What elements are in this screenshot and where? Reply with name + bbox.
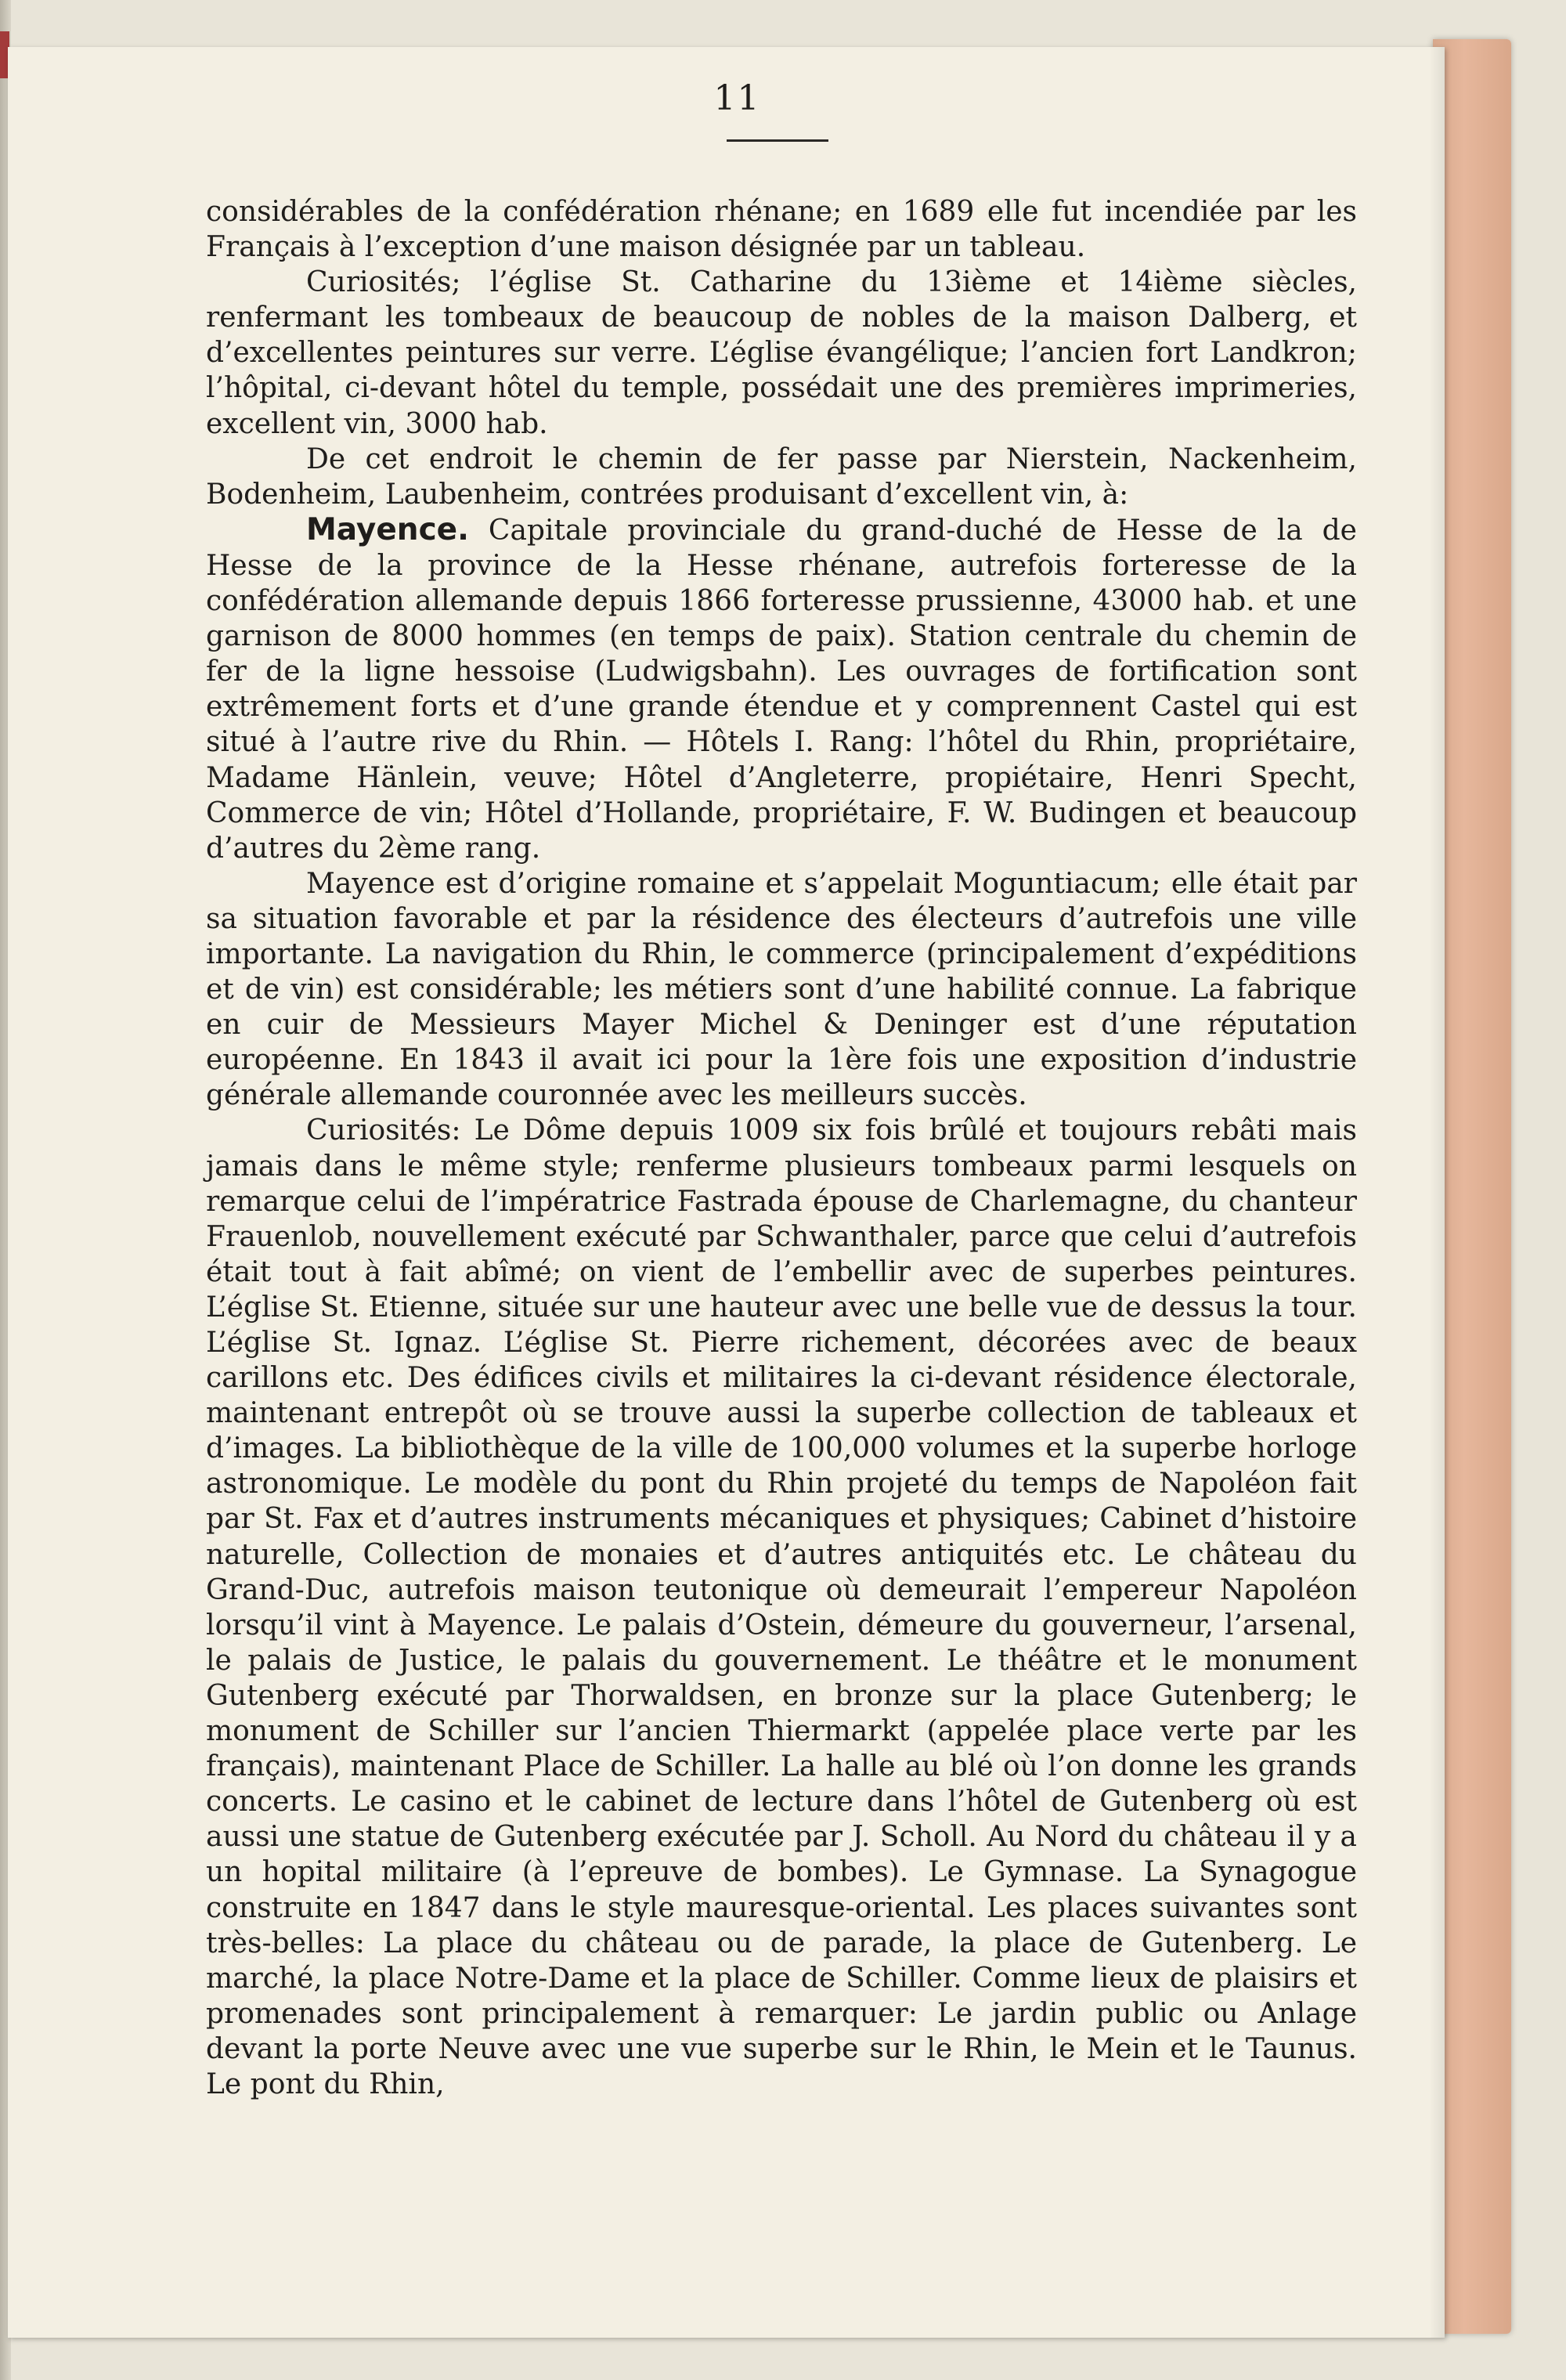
paragraph-mayence-text: Capitale provinciale du grand-duché de Hesse de la de Hesse de la province de la Hesse rhénane, autrefois forteresse de la confédération allemande depuis 1866 forteresse prussienne, 43000 hab. et une garnison de 8000 hommes (en temps de paix). Station centrale du chemin de fer de la ligne hessoise (Ludwigsbahn). Les ouvrages de fortification sont extrêmement forts et d’une grande étendue et y comprennent Castel qui est situé à l’autre rive du Rhin. — Hôtels I. Rang: l’hôtel du Rhin, propriétaire, Madame Hänlein, veuve; Hôtel d’Angleterre, propiétaire, Henri Specht, Commerce de vin; Hôtel d’Hollande, propriétaire, F. W. Budingen et beaucoup d’autres du 2ème rang.	[206, 514, 1357, 865]
page-text-body	[206, 194, 1357, 2102]
paragraph-mayence-intro	[206, 512, 1357, 866]
page-number: 11	[713, 78, 761, 118]
paragraph-railway-route: De cet endroit le chemin de fer passe par Nierstein, Nackenheim, Bodenheim, Laubenheim, contrées produisant d’excellent vin, à:	[206, 442, 1357, 511]
book-page	[8, 47, 1445, 2338]
paragraph-continuation: considérables de la confédération rhénane; en 1689 elle fut incendiée par les Français à l’exception d’une maison désignée par un tableau.	[206, 196, 1357, 264]
paragraph-mayence-history: Mayence est d’origine romaine et s’appelait Moguntiacum; elle était par sa situation favorable et par la résidence des électeurs d’autrefois une ville importante. La navigation du Rhin, le commerce (principalement d’expéditions et de vin) est considérable; les métiers sont d’une habilité connue. La fabrique en cuir de Messieurs Mayer Michel & Deninger est d’une réputation européenne. En 1843 il avait ici pour la 1ère fois une exposition d’industrie générale allemande couronnée avec les meilleurs succès.	[206, 867, 1357, 1112]
paragraph-mayence-curiosites: Curiosités: Le Dôme depuis 1009 six fois brûlé et toujours rebâti mais jamais dans le même style; renferme plusieurs tombeaux parmi lesquels on remarque celui de l’impératrice Fastrada épouse de Charlemagne, du chanteur Frauenlob, nouvellement exécuté par Schwanthaler, parce que celui d’autrefois était tout à fait abîmé; on vient de l’embellir avec de superbes peintures. L’église St. Etienne, située sur une hauteur avec une belle vue de dessus la tour. L’église St. Ignaz. L’église St. Pierre richement, décorées avec de beaux carillons etc. Des édifices civils et militaires la ci-devant résidence électorale, maintenant entrepôt où se trouve aussi la superbe collection de tableaux et d’images. La bibliothèque de la ville de 100,000 volumes et la superbe horloge astronomique. Le modèle du pont du Rhin projeté du temps de Napoléon fait par St. Fax et d’autres instruments mécaniques et physiques; Cabinet d’histoire naturelle, Collection de monaies et d’autres antiquités etc. Le château du Grand-Duc, autrefois maison teutonique où demeurait l’empereur Napoléon lorsqu’il vint à Mayence. Le palais d’Ostein, démeure du gouverneur, l’arsenal, le palais de Justice, le palais du gouvernement. Le théâtre et le monument Gutenberg exécuté par Thorwaldsen, en bronze sur la place Gutenberg; le monument de Schiller sur l’ancien Thiermarkt (appelée place verte par les français), maintenant Place de Schiller. La halle au blé où l’on donne les grands concerts. Le casino et le cabinet de lecture dans l’hôtel de Gutenberg où est aussi une statue de Gutenberg exécutée par J. Scholl. Au Nord du château il y a un hopital militaire (à l’epreuve de bombes). Le Gymnase. La Synagogue construite en 1847 dans le style mauresque-oriental. Les places suivantes sont très-belles: La place du château ou de parade, la place de Gutenberg. Le marché, la place Notre-Dame et la place de Schiller. Comme lieux de plaisirs et promenades sont principalement à remarquer: Le jardin public ou Anlage devant la porte Neuve avec une vue superbe sur le Rhin, le Mein et le Taunus. Le pont du Rhin,	[206, 1114, 1357, 2100]
page-number-rule	[727, 139, 828, 142]
book-cover-edge	[1433, 39, 1511, 2334]
paragraph-curiosites-oppenheim: Curiosités; l’église St. Catharine du 13ième et 14ième siècles, renfermant les tombeaux de beaucoup de nobles de la maison Dalberg, et d’excellentes peintures sur verre. L’église évangélique; l’ancien fort Landkron; l’hôpital, ci-devant hôtel du temple, possédait une des premières imprimeries, excellent vin, 3000 hab.	[206, 266, 1357, 440]
place-heading-mayence: Mayence.	[306, 511, 469, 547]
